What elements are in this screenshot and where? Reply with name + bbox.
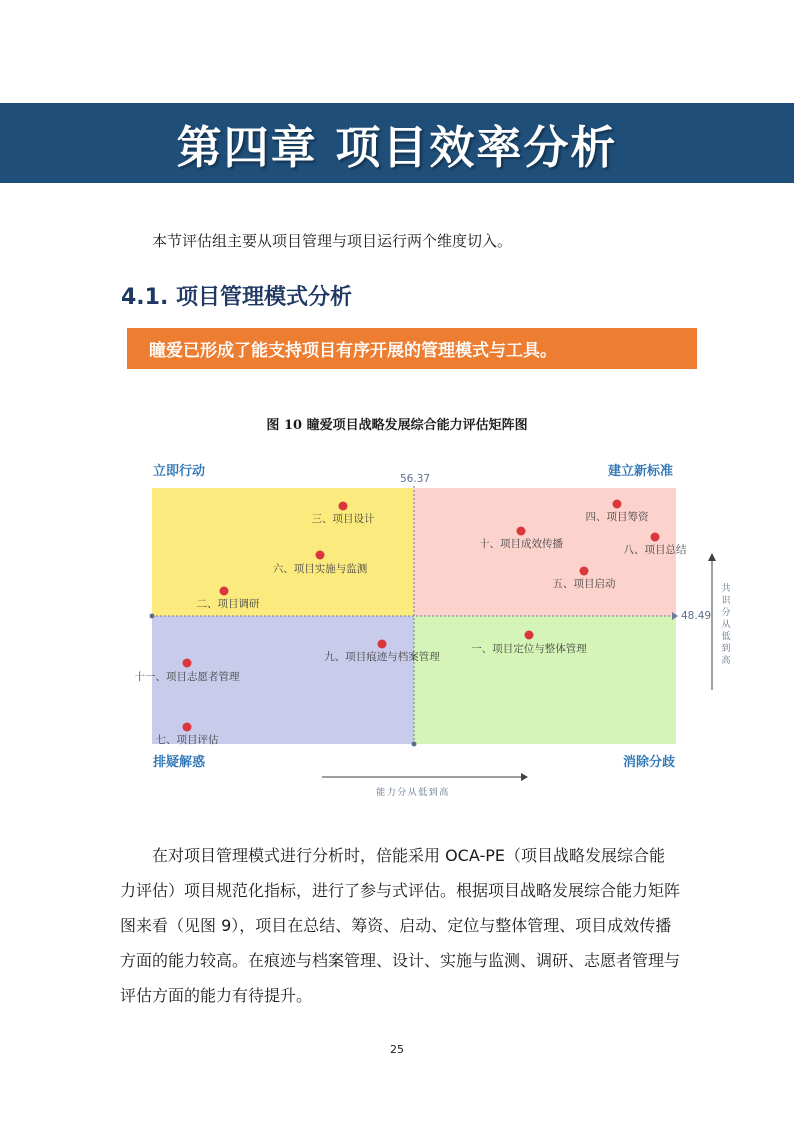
quadrant-top-left: [152, 488, 414, 616]
page-number: 25: [390, 1043, 404, 1056]
body-paragraph: 在对项目管理模式进行分析时，倍能采用 OCA-PE（项目战略发展综合能力评估）项目规范化指标，进行了参与式评估。根据项目战略发展综合能力矩阵图来看（见图 9），项目在总结、筹资、启动、定位与整体管理、项目成效传播方面的能力较高。在痕迹与档案管理、设计、实施与监测、调研、志愿者管理与评估方面的能力有待提升。: [120, 846, 681, 1005]
section-heading: 4.1. 项目管理模式分析: [121, 285, 352, 310]
divider-dot: [412, 742, 417, 747]
data-point-label: 四、项目筹资: [585, 511, 649, 523]
data-point-label: 五、项目启动: [552, 578, 616, 590]
chapter-title: 第四章 项目效率分析: [176, 120, 618, 174]
data-point-label: 八、项目总结: [623, 544, 687, 556]
data-point-marker: [378, 640, 387, 649]
figure-caption: 图 10 瞳爱项目战略发展综合能力评估矩阵图: [266, 418, 528, 433]
x-divider-value: 56.37: [400, 473, 431, 485]
data-point-marker: [183, 723, 192, 732]
data-point-label: 七、项目评估: [155, 734, 219, 746]
y-axis-title-char: 识: [721, 596, 731, 606]
y-axis-title-char: 从: [721, 620, 731, 630]
quadrant-label-bottom-right: 消除分歧: [622, 755, 675, 770]
body-text: [120, 838, 680, 1013]
data-point-marker: [316, 551, 325, 560]
data-point-marker: [183, 659, 192, 668]
quadrant-label-top-left: 立即行动: [153, 464, 206, 479]
y-axis-title: [721, 582, 731, 666]
callout-text: 瞳爱已形成了能支持项目有序开展的管理模式与工具。: [149, 341, 557, 361]
y-axis-title-char: 到: [721, 644, 731, 654]
intro-paragraph: 本节评估组主要从项目管理与项目运行两个维度切入。: [152, 232, 513, 250]
data-point-marker: [339, 502, 348, 511]
divider-dot: [150, 614, 155, 619]
quadrant-label-bottom-left: 排疑解惑: [153, 755, 206, 770]
data-point-label: 九、项目痕迹与档案管理: [324, 651, 440, 663]
data-point-marker: [580, 567, 589, 576]
data-point-label: 十一、项目志愿者管理: [134, 671, 240, 683]
y-axis-title-char: 高: [721, 656, 731, 666]
data-point-label: 三、项目设计: [311, 513, 375, 525]
data-point-label: 二、项目调研: [196, 598, 260, 610]
data-point-marker: [613, 500, 622, 509]
x-axis-arrowhead: [521, 773, 528, 781]
y-axis-title-char: 低: [721, 632, 731, 642]
y-divider-value: 48.49: [681, 610, 712, 622]
y-axis-title-char: 共: [721, 584, 731, 594]
y-axis-title-char: 分: [721, 608, 731, 618]
data-point-label: 一、项目定位与整体管理: [471, 643, 587, 655]
data-point-label: 六、项目实施与监测: [272, 563, 368, 575]
data-point-label: 十、项目成效传播: [479, 538, 563, 550]
data-point-marker: [525, 631, 534, 640]
data-point-marker: [220, 587, 229, 596]
quadrant-label-top-right: 建立新标准: [607, 464, 673, 479]
data-point-marker: [651, 533, 660, 542]
x-axis-title: 能力分从低到高: [376, 788, 450, 798]
y-axis-arrowhead: [708, 553, 716, 561]
quadrant-bottom-right: [414, 616, 676, 744]
data-point-marker: [517, 527, 526, 536]
